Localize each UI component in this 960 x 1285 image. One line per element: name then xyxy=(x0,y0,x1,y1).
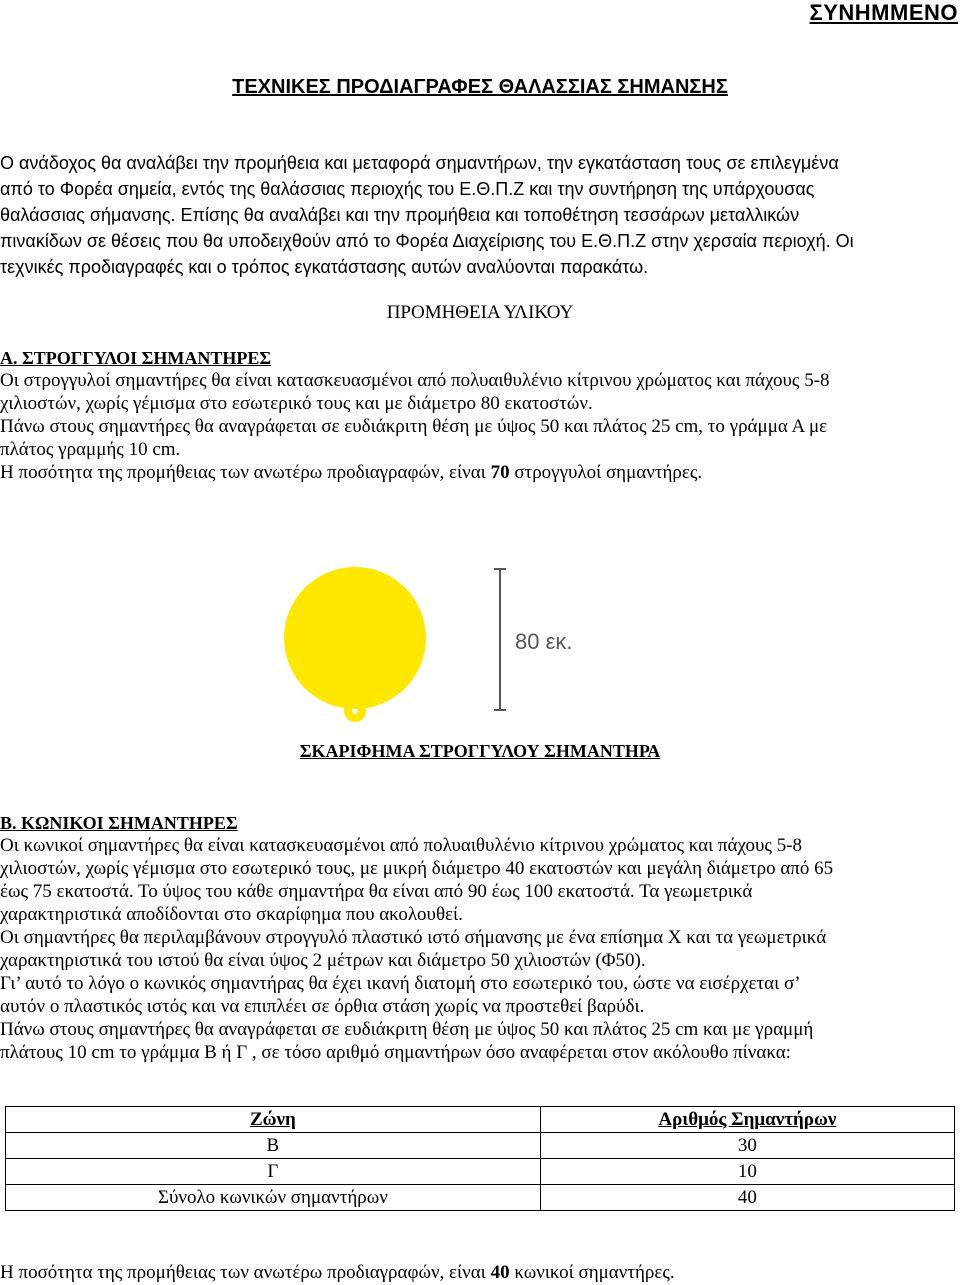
zone-cell: Σύνολο κωνικών σημαντήρων xyxy=(6,1185,541,1211)
table-row xyxy=(6,1159,955,1185)
column-header-zone: Ζώνη xyxy=(6,1107,541,1133)
quantity-value: 70 xyxy=(490,462,510,483)
quantity-prefix: Η ποσότητα της προμήθειας των ανωτέρω προδιαγραφών, είναι xyxy=(0,462,491,483)
section-a-line: χιλιοστών, χωρίς γέμισμα στο εσωτερικό τους και με διάμετρο 80 εκατοστών. xyxy=(0,393,593,414)
section-b-line: αυτόν ο πλαστικός ιστός και να επιπλέει σε όρθια στάση χωρίς να προστεθεί βαρύδι. xyxy=(0,996,645,1017)
round-buoy-sketch xyxy=(245,566,615,731)
section-b-line: χιλιοστών, χωρίς γέμισμα στο εσωτερικό τους, με μικρή διάμετρο 40 εκατοστών και μεγάλη διάμετρο από 65 xyxy=(0,858,834,879)
intro-line: τεχνικές προδιαγραφές και ο τρόπος εγκατάστασης αυτών αναλύονται παρακάτω. xyxy=(0,257,649,277)
intro-line: πινακίδων σε θέσεις που θα υποδειχθούν από το Φορέα Διαχείρισης του Ε.Θ.Π.Ζ στην χερσαία περιοχή. Οι xyxy=(0,231,854,251)
intro-line: Ο ανάδοχος θα αναλάβει την προμήθεια και μεταφορά σημαντήρων, την εγκατάσταση τους σε επιλεγμένα xyxy=(0,153,839,173)
intro-line: από το Φορέα σημεία, εντός της θαλάσσιας περιοχής του Ε.Θ.Π.Ζ και την συντήρηση της υπάρχουσας xyxy=(0,179,815,199)
final-suffix: κωνικοί σημαντήρες. xyxy=(509,1262,675,1283)
column-header-count: Αριθμός Σημαντήρων xyxy=(540,1107,954,1133)
final-value: 40 xyxy=(490,1262,510,1283)
intro-line: θαλάσσιας σήμανσης. Επίσης θα αναλάβει και την προμήθεια και τοποθέτηση τεσσάρων μεταλλικών xyxy=(0,205,800,225)
section-a-line: Πάνω στους σημαντήρες θα αναγράφεται σε ευδιάκριτη θέση με ύψος 50 και πλάτος 25 cm, το γράμμα Α με xyxy=(0,416,828,437)
section-b-line: Οι κωνικοί σημαντήρες θα είναι κατασκευασμένοι από πολυαιθυλένιο κίτρινου χρώματος και πάχους 5-8 xyxy=(0,835,803,856)
section-b-heading: Β. ΚΩΝΙΚΟΙ ΣΗΜΑΝΤΗΡΕΣ xyxy=(0,813,238,833)
quantity-suffix: στρογγυλοί σημαντήρες. xyxy=(509,462,703,483)
section-b-line: Οι σημαντήρες θα περιλαμβάνουν στρογγυλό πλαστικό ιστό σήμανσης με ένα επίσημα Χ και τα γεωμετρικά xyxy=(0,927,827,948)
dimension-label: 80 εκ. xyxy=(515,629,573,654)
section-a-line: πλάτος γραμμής 10 cm. xyxy=(0,439,181,460)
intro-paragraph xyxy=(0,150,960,280)
count-cell: 40 xyxy=(540,1185,954,1211)
section-b-line: Γι’ αυτό το λόγο ο κωνικός σημαντήρας θα έχει ικανή διατομή στο εσωτερικό του, ώστε να εισέρχεται σ’ xyxy=(0,973,801,994)
section-a-line: Οι στρογγυλοί σημαντήρες θα είναι κατασκευασμένοι από πολυαιθυλένιο κίτρινου χρώματος και πάχους 5-8 xyxy=(0,370,830,391)
final-prefix: Η ποσότητα της προμήθειας των ανωτέρω προδιαγραφών, είναι xyxy=(0,1262,491,1283)
table-row xyxy=(6,1133,955,1159)
supply-heading: ΠΡΟΜΗΘΕΙΑ ΥΛΙΚΟΥ xyxy=(386,302,574,323)
sketch-caption: ΣΚΑΡΙΦΗΜΑ ΣΤΡΟΓΓΥΛΟΥ ΣΗΜΑΝΤΗΡΑ xyxy=(299,741,661,761)
section-a-quantity xyxy=(0,461,960,484)
section-b-line: χαρακτηριστικά του ιστού θα είναι ύψος 2 μέτρων και διάμετρο 50 χιλιοστών (Φ50). xyxy=(0,950,646,971)
buoy-zone-table xyxy=(5,1106,955,1211)
section-b-line: χαρακτηριστικά αποδίδονται στο σκαρίφημα που ακολουθεί. xyxy=(0,904,463,925)
section-b xyxy=(0,813,960,1064)
table-total-row xyxy=(6,1185,955,1211)
table-header-row xyxy=(6,1107,955,1133)
count-cell: 30 xyxy=(540,1133,954,1159)
section-b-line: Πάνω στους σημαντήρες θα αναγράφεται σε ευδιάκριτη θέση με ύψος 50 και πλάτος 25 cm και με γραμμή xyxy=(0,1019,814,1040)
document-title: ΤΕΧΝΙΚΕΣ ΠΡΟΔΙΑΓΡΑΦΕΣ ΘΑΛΑΣΣΙΑΣ ΣΗΜΑΝΣΗΣ xyxy=(232,76,728,98)
final-quantity xyxy=(0,1262,675,1284)
count-cell: 10 xyxy=(540,1159,954,1185)
section-a xyxy=(0,348,960,484)
section-a-heading: Α. ΣΤΡΟΓΓΥΛΟΙ ΣΗΜΑΝΤΗΡΕΣ xyxy=(0,348,272,368)
section-b-line: έως 75 εκατοστά. Το ύψος του κάθε σημαντήρα θα είναι από 90 έως 100 εκατοστά. Τα γεωμετρικά xyxy=(0,881,753,902)
annex-label: ΣΥΝΗΜΜΕΝΟ xyxy=(809,0,958,25)
buoy-body xyxy=(284,567,426,709)
zone-cell: Γ xyxy=(6,1159,541,1185)
zone-cell: Β xyxy=(6,1133,541,1159)
section-b-line: πλάτους 10 cm το γράμμα Β ή Γ , σε τόσο αριθμό σημαντήρων όσο αναφέρεται στον ακόλουθο πίνακα: xyxy=(0,1042,791,1063)
